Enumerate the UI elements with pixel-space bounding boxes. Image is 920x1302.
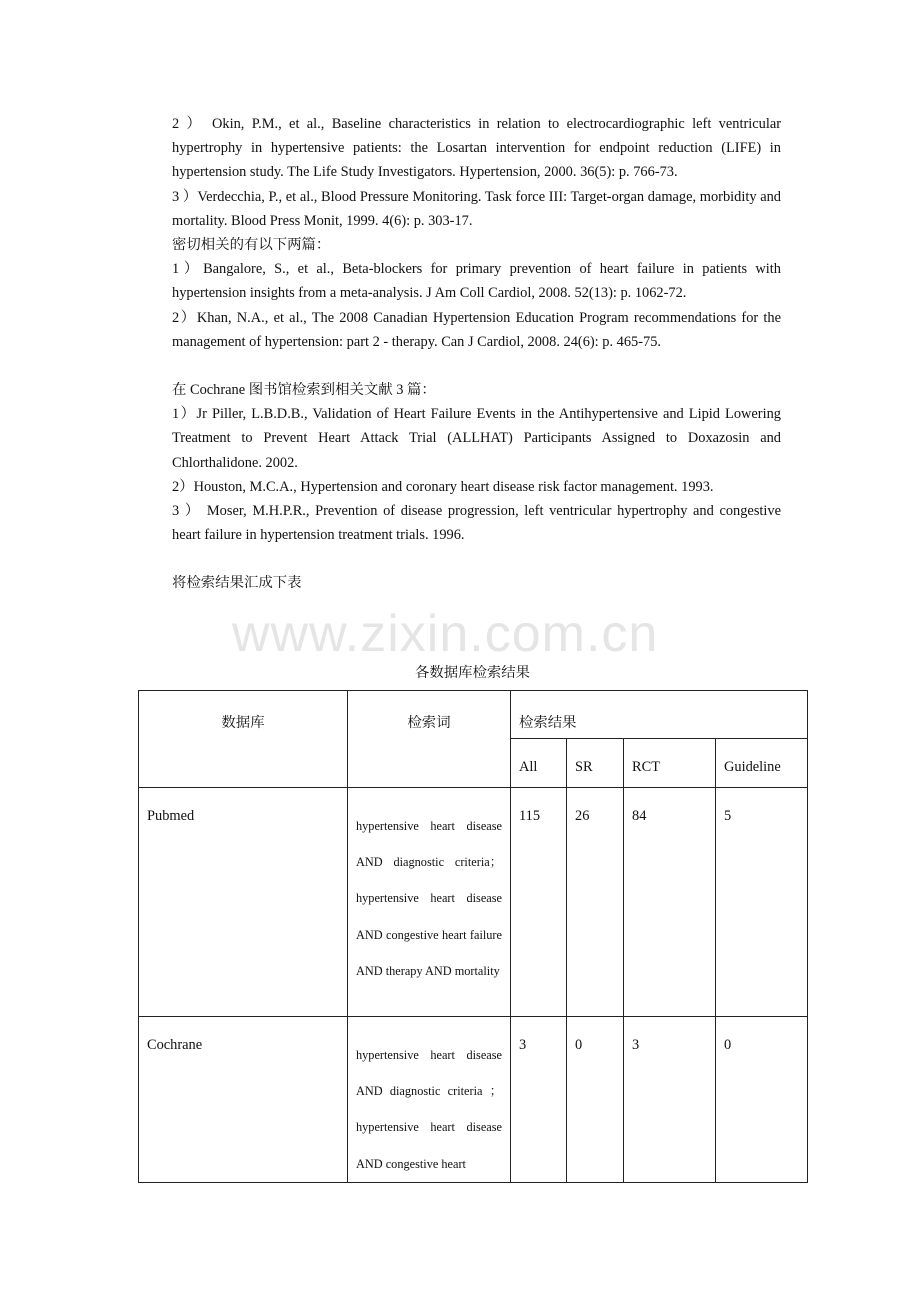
value-guideline: 0 <box>716 1017 808 1183</box>
value-sr: 0 <box>567 1017 624 1183</box>
value-rct: 3 <box>624 1017 716 1183</box>
subheader-all: All <box>511 739 567 788</box>
header-row <box>139 691 808 739</box>
database-cell: Pubmed <box>139 788 348 1017</box>
paragraph-gap <box>172 547 781 571</box>
database-cell: Cochrane <box>139 1017 348 1183</box>
subheader-rct: RCT <box>624 739 716 788</box>
value-all: 3 <box>511 1017 567 1183</box>
results-table <box>138 690 808 1183</box>
value-rct: 84 <box>624 788 716 1017</box>
paragraph-gap <box>172 354 781 378</box>
subheader-guideline: Guideline <box>716 739 808 788</box>
table-row <box>139 1017 808 1183</box>
cochrane-heading: 在 Cochrane 图书馆检索到相关文献 3 篇： <box>172 382 436 399</box>
document-body <box>172 112 781 596</box>
closely-related-heading: 密切相关的有以下两篇： <box>172 237 331 254</box>
reference-piller: 1）Jr Piller, L.B.D.B., Validation of Heart Failure Events in the Antihypertensive and Lipid Lowering Treatment to Prevent Heart Attack Trial (ALLHAT) Participants Assigned to Doxazosin and Chlorthalidone. 2002. <box>172 406 781 471</box>
reference-okin: 2 ） Okin, P.M., et al., Baseline characteristics in relation to electrocardiographic left ventricular hypertrophy in hypertensive patients: the Losartan intervention for endpoint reduction (LIFE) in hypertension study. The Life Study Investigators. Hypertension, 2000. 36(5): p. 766-73. <box>172 116 781 181</box>
table-row <box>139 788 808 1017</box>
reference-verdecchia: 3 ）Verdecchia, P., et al., Blood Pressure Monitoring. Task force III: Target-organ damage, morbidity and mortality. Blood Press Monit, 1999. 4(6): p. 303-17. <box>172 188 781 229</box>
value-guideline: 5 <box>716 788 808 1017</box>
subheader-sr: SR <box>567 739 624 788</box>
summary-line: 将检索结果汇成下表 <box>172 575 302 592</box>
reference-moser: 3 ） Moser, M.H.P.R., Prevention of disease progression, left ventricular hypertrophy and congestive heart failure in hypertension treatment trials. 1996. <box>172 503 781 544</box>
terms-cell: hypertensive heart disease AND diagnostic criteria；hypertensive heart disease AND congestive heart failure AND therapy AND mortality <box>348 788 511 1017</box>
table-caption: 各数据库检索结果 <box>414 665 531 681</box>
terms-cell: hypertensive heart disease AND diagnostic criteria ；hypertensive heart disease AND congestive heart <box>348 1017 511 1183</box>
header-terms: 检索词 <box>348 691 511 788</box>
value-sr: 26 <box>567 788 624 1017</box>
watermark: www.zixin.com.cn <box>232 605 659 663</box>
header-database: 数据库 <box>139 691 348 788</box>
reference-houston: 2）Houston, M.C.A., Hypertension and coronary heart disease risk factor management. 1993. <box>172 478 714 495</box>
reference-khan: 2）Khan, N.A., et al., The 2008 Canadian Hypertension Education Program recommendations for the management of hypertension: part 2 - therapy. Can J Cardiol, 2008. 24(6): p. 465-75. <box>172 309 781 350</box>
header-results: 检索结果 <box>511 691 808 739</box>
reference-bangalore: 1）Bangalore, S., et al., Beta-blockers for primary prevention of heart failure in patients with hypertension insights from a meta-analysis. J Am Coll Cardiol, 2008. 52(13): p. 1062-72. <box>172 261 781 302</box>
value-all: 115 <box>511 788 567 1017</box>
